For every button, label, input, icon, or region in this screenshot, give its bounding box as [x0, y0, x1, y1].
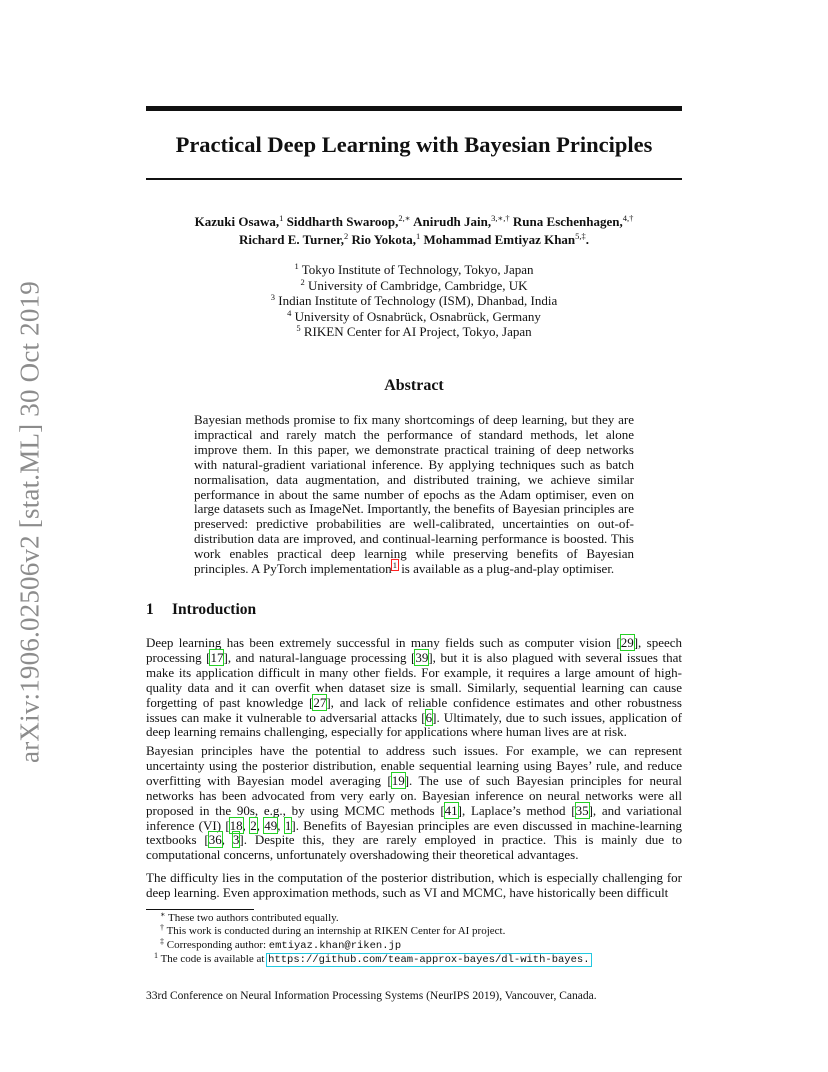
citation-link[interactable]: 2	[250, 817, 257, 833]
paper-title: Practical Deep Learning with Bayesian Principles	[175, 132, 653, 157]
footnotes	[154, 910, 680, 968]
citation-link[interactable]: 6	[425, 709, 433, 725]
email-link[interactable]: emtiyaz.khan@riken.jp	[268, 939, 402, 952]
body-paragraph: The difficulty lies in the computation of the posterior distribution, which is especially challenging for deep learning. Even approximation methods, such as VI and MCMC, have historically been difficult	[146, 870, 682, 900]
section-title: Introduction	[172, 601, 257, 618]
body-paragraph: Bayesian principles have the potential to address such issues. For example, we can represent uncertainty using the posterior distribution, enable sequential learning using Bayes’ rule, and reduce overfitting with Bayesian model averaging [19]. The use of such Bayesian principles for neural networks has been advocated from very early on. Bayesian inference on neural networks were all proposed in the 90s, e.g., by using MCMC methods [41], Laplace’s method [35], and variational inference (VI) [18, 2, 49, 1]. Benefits of Bayesian principles are even discussed in machine-learning textbooks [36, 3]. Despite this, they are rarely employed in practice. This is mainly due to computational concerns, unfortunately overshadowing their theoretical advantages.	[146, 743, 683, 863]
arxiv-sidebar-stamp	[8, 282, 52, 762]
author: Rio Yokota,$^1$	[351, 231, 421, 247]
affiliation-list	[146, 262, 682, 340]
citation-link[interactable]: 27	[313, 694, 327, 710]
citation-link[interactable]: 36	[208, 832, 222, 848]
affiliation: $^1$ Tokyo Institute of Technology, Tokyo, Japan	[294, 261, 534, 277]
affiliation: $^4$ University of Osnabrück, Osnabrück, Germany	[287, 307, 541, 324]
citation-link[interactable]: 49	[264, 817, 278, 833]
author: Siddharth Swaroop,$^{2,∗}$	[286, 213, 411, 229]
abstract-body: Bayesian methods promise to fix many shortcomings of deep learning, but they are impractical and rarely match the performance of standard methods, let alone improve them. In this paper, we demonstrate practical training of deep networks with natural-gradient variational inference. By applying techniques such as batch normalisation, data augmentation, and distributed training, we achieve similar performance in about the same number of epochs as the Adam optimiser, even on large datasets such as ImageNet. Importantly, the benefits of Bayesian principles are preserved: predictive probabilities are well-calibrated, uncertainties on out-of-distribution data are improved, and continual-learning performance is boosted. This work enables practical deep learning while preserving benefits of Bayesian principles. A PyTorch implementation$^1$ is available as a plug-and-play optimiser.	[194, 412, 634, 577]
title-top-rule	[146, 106, 682, 111]
author: Runa Eschenhagen,$^{4,\dagger}$	[512, 213, 634, 229]
citation-link[interactable]: 3	[232, 832, 240, 848]
footnote: † This work is conducted during an internship at RIKEN Center for AI project.	[160, 923, 506, 938]
citation-link[interactable]: 29	[620, 635, 634, 650]
code-url-link[interactable]: https://github.com/team-approx-bayes/dl-with-bayes.	[268, 954, 590, 967]
abstract-heading: Abstract	[384, 377, 444, 394]
citation-link[interactable]: 39	[415, 649, 429, 665]
affiliation: $^5$ RIKEN Center for AI Project, Tokyo, Japan	[296, 323, 532, 339]
body-paragraph: Deep learning has been extremely successful in many fields such as computer vision [29], speech processing [17], and natural-language processing [39], but it is also plagued with several issues that make its application difficult in many other fields. For example, it requires a large amount of high-quality data and it can overfit when dataset size is small. Similarly, sequential learning can cause forgetting of past knowledge [27], and lack of reliable confidence estimates and other robustness issues can make it vulnerable to adversarial attacks [6]. Ultimately, due to such issues, application of deep learning remains challenging, especially for applications where human lives are at risk.	[146, 635, 683, 740]
author: Kazuki Osawa,$^1$	[194, 213, 284, 229]
arxiv-id: arXiv:1906.02506v2 [stat.ML] 30 Oct 2019	[14, 281, 45, 763]
citation-link[interactable]: 18	[229, 817, 243, 833]
author: Richard E. Turner,$^2$	[238, 231, 349, 247]
section-heading	[146, 601, 682, 619]
footnote: ∗ These two authors contributed equally.	[160, 910, 339, 924]
citation-link[interactable]: 17	[210, 649, 224, 665]
section-number: 1	[146, 601, 154, 618]
author: Mohammad Emtiyaz Khan$^{5,\ddagger}$.	[423, 231, 590, 247]
citation-link[interactable]: 1	[284, 817, 292, 833]
author: Anirudh Jain,$^{3,∗,\dagger}$	[413, 213, 510, 229]
footnote: ‡ Corresponding author: emtiyaz.khan@riken.jp	[160, 936, 402, 952]
footnote: $^1$ The code is available at https://github.com/team-approx-bayes/dl-with-bayes.	[154, 951, 590, 967]
conference-footer: 33rd Conference on Neural Information Processing Systems (NeurIPS 2019), Vancouver, Canada.	[146, 990, 597, 1002]
citation-link[interactable]: 19	[391, 772, 405, 788]
title-bottom-rule	[146, 178, 682, 180]
affiliation: $^3$ Indian Institute of Technology (ISM), Dhanbad, India	[270, 292, 558, 308]
citation-link[interactable]: 41	[444, 802, 458, 818]
affiliation: $^2$ University of Cambridge, Cambridge, UK	[300, 276, 528, 293]
author-list	[146, 213, 682, 249]
citation-link[interactable]: 35	[575, 802, 589, 818]
footnote-link[interactable]: 1	[392, 560, 397, 571]
